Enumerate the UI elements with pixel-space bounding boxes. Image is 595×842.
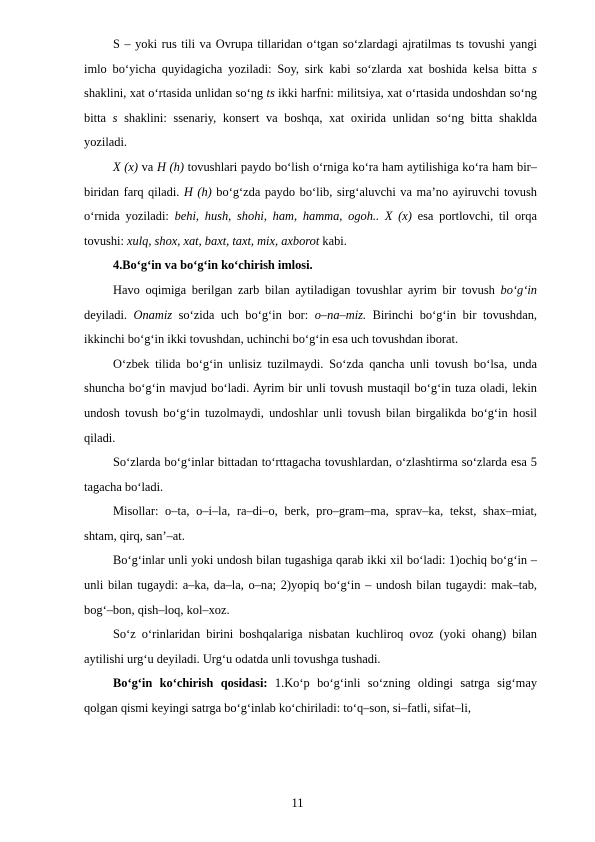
text-run: Birinchi bo‘g‘in bir tovushdan, ikkinchi bo‘g‘in ikki tovushdan, uchinchi bo‘g‘in esa uch tovushdan iborat. — [84, 307, 537, 347]
bold-run: Bo‘g‘in ko‘chirish qosidasi: — [113, 676, 268, 691]
paragraph-bogin-count: So‘zlarda bo‘g‘inlar bittadan to‘rttagacha tovushlardan, o‘zlashtirma so‘zlarda esa 5 tagacha bo‘ladi. — [84, 455, 537, 494]
text-run: S – yoki rus tili va Ovrupa tillaridan o‘tgan so‘zlardagi ajratilmas ts tovushi yangi imlo bo‘yicha quyidagicha yoziladi: Soy, sirk kabi so‘zlarda xat boshida kelsa bitta — [84, 37, 537, 76]
italic-run: Onamiz — [133, 307, 173, 322]
paragraph-urgu: So‘z o‘rinlaridan birini boshqalariga nisbatan kuchliroq ovoz (yoki ohang) bilan aytilishi urg‘u deyiladi. Urg‘u odatda unli tovushga tushadi. — [84, 627, 537, 666]
text-run: shaklini: ssenariy, konsert va boshqa, xat oxirida unlidan so‘ng bitta shaklda yoziladi. — [84, 110, 537, 150]
section-heading: 4.Bo‘g‘in va bo‘g‘in ko‘chirish imlosi. — [113, 258, 313, 273]
text-run: 1.Ko‘p bo‘g‘inli so‘zning oldingi satrga sig‘may qolgan qismi keyingi satrga bo‘g‘inlab ko‘chiriladi: to‘q–son, si–fatli, sifat–li, — [84, 676, 538, 716]
paragraph-examples: Misollar: o–ta, o–i–la, ra–di–o, berk, pro–gram–ma, sprav–ka, tekst, shax–miat, shtam, qirq, san’–at. — [84, 504, 537, 543]
italic-run: X (x) — [113, 159, 138, 174]
paragraph-x-h — [84, 155, 537, 253]
paragraph-s-ts — [84, 32, 537, 155]
italic-run: behi, hush, shohi, ham, hamma, ogoh.. X (x) — [174, 209, 412, 224]
text-run: Havo oqimiga berilgan zarb bilan aytiladigan tovushlar ayrim bir tovush — [113, 282, 501, 297]
text-run: bo‘g‘zda paydo bo‘lib, sirg‘aluvchi va ma’no ayiruvchi tovush o‘rnida yoziladi: — [84, 184, 538, 224]
paragraph-bogin-definition — [84, 278, 537, 352]
text-run: ikki harfni: militsiya, xat o‘rtasida undoshdan so‘ng bitta — [84, 86, 537, 125]
text-run: kabi. — [319, 233, 347, 248]
italic-run: ts — [266, 86, 275, 101]
text-run: tovushlari paydo bo‘lish o‘rniga ko‘ra ham aytilishiga ko‘ra ham bir–biridan farq qiladi. — [84, 159, 538, 199]
italic-run: o–na–miz. — [314, 307, 367, 322]
italic-run: xulq, shox, xat, baxt, taxt, mix, axborot — [127, 233, 320, 248]
paragraph-open-closed: Bo‘g‘inlar unli yoki undosh bilan tugashiga qarab ikki xil bo‘ladi: 1)ochiq bo‘g‘in – unli bilan tugaydi: a–ka, da–la, o–na; 2)yopiq bo‘g‘in – undosh bilan tugaydi: mak–tab, bog‘–bon, qish–loq, kol–xoz. — [84, 553, 537, 617]
page-number: 11 — [291, 796, 304, 810]
italic-run: H (h) — [183, 184, 212, 199]
paragraph-bogin-unli: O‘zbek tilida bo‘g‘in unlisiz tuzilmaydi. So‘zda qancha unli tovush bo‘lsa, unda shuncha bo‘g‘in mavjud bo‘ladi. Ayrim bir unli tovush mustaqil bo‘g‘in tuza oladi, lekin undosh tovush bo‘g‘in tuzolmaydi, undoshlar unli tovush bilan birgalikda bo‘g‘in hosil qiladi. — [84, 356, 537, 445]
italic-run: bo‘g‘in — [500, 282, 537, 297]
text-run: esa portlovchi, til orqa tovushi: — [84, 209, 537, 248]
italic-run: s — [532, 61, 537, 76]
text-run: so‘zida uch bo‘g‘in bor: — [172, 307, 315, 322]
text-run: deyiladi. — [84, 307, 134, 322]
italic-run: H (h) — [156, 159, 184, 174]
italic-run: s — [112, 110, 118, 125]
text-run: va — [137, 159, 157, 174]
document-body — [84, 32, 537, 721]
text-run: shaklini, xat o‘rtasida unlidan so‘ng — [84, 86, 267, 101]
paragraph-kochirish-rules — [84, 671, 537, 720]
